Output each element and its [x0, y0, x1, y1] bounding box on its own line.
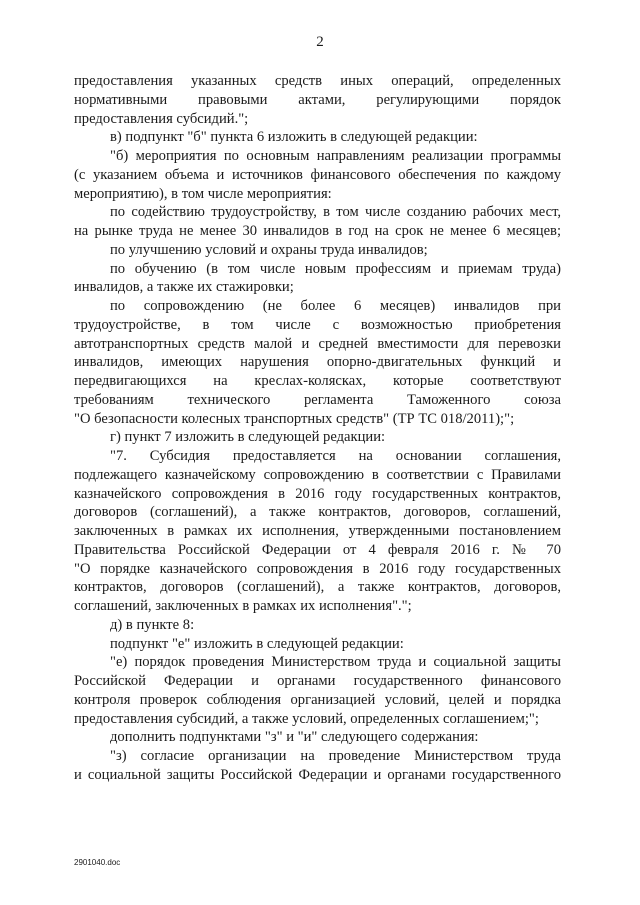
text-line: Российской Федерации и органами государственного финансового — [74, 673, 561, 689]
text-line: мероприятию), в том числе мероприятия: — [74, 185, 332, 202]
text-line: соглашений, заключенных в рамках их исполнения"."; — [74, 598, 412, 614]
text-line: "б) мероприятия по основным направлениям реализации программы — [110, 148, 561, 164]
text-line: инвалидов, имеющих нарушения опорно-двигательных функций и — [74, 354, 561, 371]
text-line: предоставления указанных средств иных операций, определенных — [74, 73, 561, 89]
document-file-code: 2901040.doc — [74, 858, 121, 867]
text-line: в) подпункт "б" пункта 6 изложить в следующей редакции: — [110, 129, 478, 146]
text-line: по улучшению условий и охраны труда инвалидов; — [110, 241, 428, 258]
text-line: передвигающихся на креслах-колясках, которые соответствуют — [74, 373, 561, 389]
text-line: г) пункт 7 изложить в следующей редакции: — [110, 429, 386, 446]
text-line: по содействию трудоустройству, в том числе созданию рабочих мест, — [110, 204, 561, 221]
text-line: трудоустройстве, в том числе с возможностью приобретения — [74, 316, 561, 333]
text-line: подлежащего казначейскому сопровождению в соответствии с Правилами — [74, 466, 561, 483]
text-line: "е) порядок проведения Министерством труда и социальной защиты — [110, 654, 561, 671]
text-line: автотранспортных средств малой и средней вместимости для перевозки — [74, 335, 561, 352]
text-line: заключенных в рамках их исполнения, утвержденными постановлением — [74, 523, 561, 539]
text-line: "О порядке казначейского сопровождения в 2016 году государственных — [74, 560, 561, 577]
text-line: "О безопасности колесных транспортных средств" (ТР ТС 018/2011);"; — [74, 410, 515, 427]
text-line: подпункт "е" изложить в следующей редакции: — [110, 635, 404, 652]
text-line: требованиям технического регламента Таможенного союза — [74, 391, 561, 408]
text-line: договоров (соглашений), а также контрактов, договоров, соглашений, — [74, 504, 561, 521]
text-line: (с указанием объема и источников финансового обеспечения по каждому — [74, 166, 561, 183]
text-line: контрактов, договоров (соглашений), а также контрактов, договоров, — [74, 579, 561, 596]
text-line: д) в пункте 8: — [110, 616, 195, 633]
text-line: по сопровождению (не более 6 месяцев) инвалидов при — [110, 298, 561, 314]
text-line: предоставления субсидий."; — [74, 110, 249, 127]
text-line: контроля проверок соблюдения организацией условий, целей и порядка — [74, 691, 561, 708]
text-line: "7. Субсидия предоставляется на основании соглашения, — [110, 448, 561, 464]
text-line: нормативными правовыми актами, регулирующими порядок — [74, 91, 561, 108]
text-line: Правительства Российской Федерации от 4 февраля 2016 г. № 70 — [74, 541, 561, 558]
text-line: "з) согласие организации на проведение Министерством труда — [110, 748, 561, 764]
document-body — [74, 72, 561, 785]
text-line: и социальной защиты Российской Федерации и органами государственного — [74, 766, 561, 783]
text-line: дополнить подпунктами "з" и "и" следующего содержания: — [110, 729, 479, 746]
text-line: инвалидов, а также их стажировки; — [74, 279, 294, 296]
text-line: предоставления субсидий, а также условий, определенных соглашением;"; — [74, 710, 539, 727]
text-line: по обучению (в том числе новым профессиям и приемам труда) — [110, 260, 561, 277]
page-number: 2 — [316, 34, 324, 50]
text-line: казначейского сопровождения в 2016 году государственных контрактов, — [74, 485, 561, 502]
text-line: на рынке труда не менее 30 инвалидов в год на срок не менее 6 месяцев; — [74, 223, 561, 239]
